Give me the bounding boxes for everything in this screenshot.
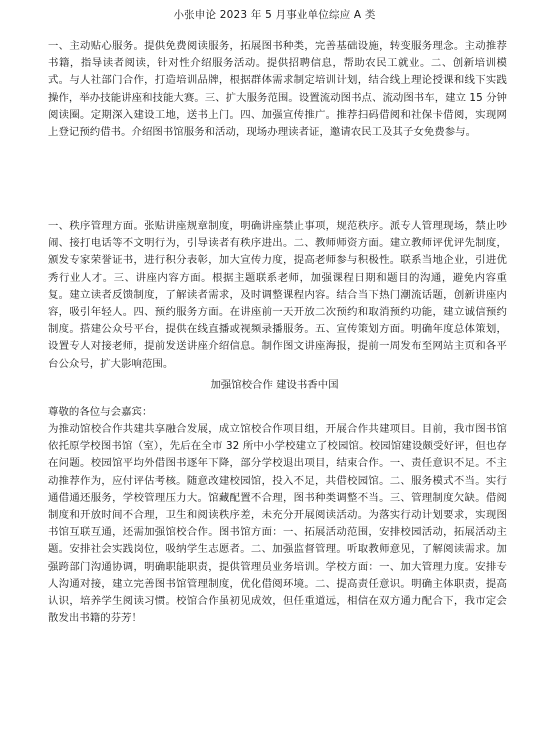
- speech-salutation: 尊敬的各位与会嘉宾：: [48, 406, 153, 418]
- answer-two-paragraph: 一、秩序管理方面。张贴讲座规章制度，明确讲座禁止事项，规范秩序。派专人管理现场，禁止吵闹、接打电话等不文明行为，引导读者有秩序进出。二、教师师资方面。建立教师评优评先制度，颁发专家荣誉证书，进行积分表彰，加大宣传力度，提高老师参与积极性。联系当地企业，引进优秀行业人才。三、讲座内容方面。根据主题联系老师，加强课程日期和题目的沟通，避免内容重复。建立读者反馈制度，了解读者需求，及时调整课程内容。结合当下热门潮流话题，创新讲座内容，吸引年轻人。四、预约服务方面。在讲座前一天开放二次预约和取消预约功能，建立诚信预约制度。搭建公众号平台，提供在线直播或视频录播服务。五、宣传策划方面。明确年度总体策划，设置专人对接老师，提前发送讲座介绍信息。制作图文讲座海报，提前一周发布至网站主页和各平台公众号，扩大影响范围。: [48, 220, 507, 370]
- speech-body: 为推动馆校合作共建共享融合发展，成立馆校合作项目组，开展合作共建项目。目前，我市图书馆依托原学校图书馆（室），先后在全市 32 所中小学校建立了校园馆。校园馆建设颇受好评，但也存在问题。校园馆平均外借图书逐年下降，部分学校退出项目，结束合作。一、责任意识不足。不主动推荐作为，应付评估考核。随意改建校园馆，投入不足，共借校园馆。二、服务模式不当。实行通借通还服务，学校管理压力大。馆藏配置不合理，图书种类调整不当。三、管理制度欠缺。借阅制度和开放时间不合理，卫生和阅读秩序差，未充分开展阅读活动。为落实行动计划要求，实现图书馆互联互通，还需加强馆校合作。图书馆方面：一、拓展活动范围，安排校园活动，拓展活动主题。安排社会实践岗位，吸纳学生志愿者。二、加强监督管理。听取教师意见，了解阅读需求。加强跨部门沟通协调，明确职能职责，提供管理员业务培训。学校方面：一、加大管理力度。安排专人沟通对接，建立完善图书馆管理制度，优化借阅环境。二、提高责任意识。明确主体职责，提高认识，培养学生阅读习惯。校馆合作虽初见成效，但任重道远，相信在双方通力配合下，我市定会散发出书籍的芬芳！: [48, 423, 507, 625]
- speech-title: 加强馆校合作 建设书香中国: [210, 379, 339, 391]
- page-header: 小张申论 2023 年 5 月事业单位综应 A 类: [173, 9, 376, 21]
- answer-one-paragraph: 一、主动贴心服务。提供免费阅读服务，拓展图书种类，完善基础设施，转变服务理念。主动推荐书籍，指导读者阅读，针对性介绍服务活动。提供招聘信息，帮助农民工就业。二、创新培训模式。与人社部门合作，打造培训品牌，根据群体需求制定培训计划，结合线上理论授课和线下实践操作，举办技能讲座和技能大赛。三、扩大服务范围。设置流动图书点、流动图书车，建立 15 分钟阅读圈。定期深入建设工地，送书上门。四、加强宣传推广。推荐扫码借阅和社保卡借阅，实现网上登记预约借书。介绍图书馆服务和活动，现场办理读者证，邀请农民工及其子女免费参与。: [48, 40, 507, 139]
